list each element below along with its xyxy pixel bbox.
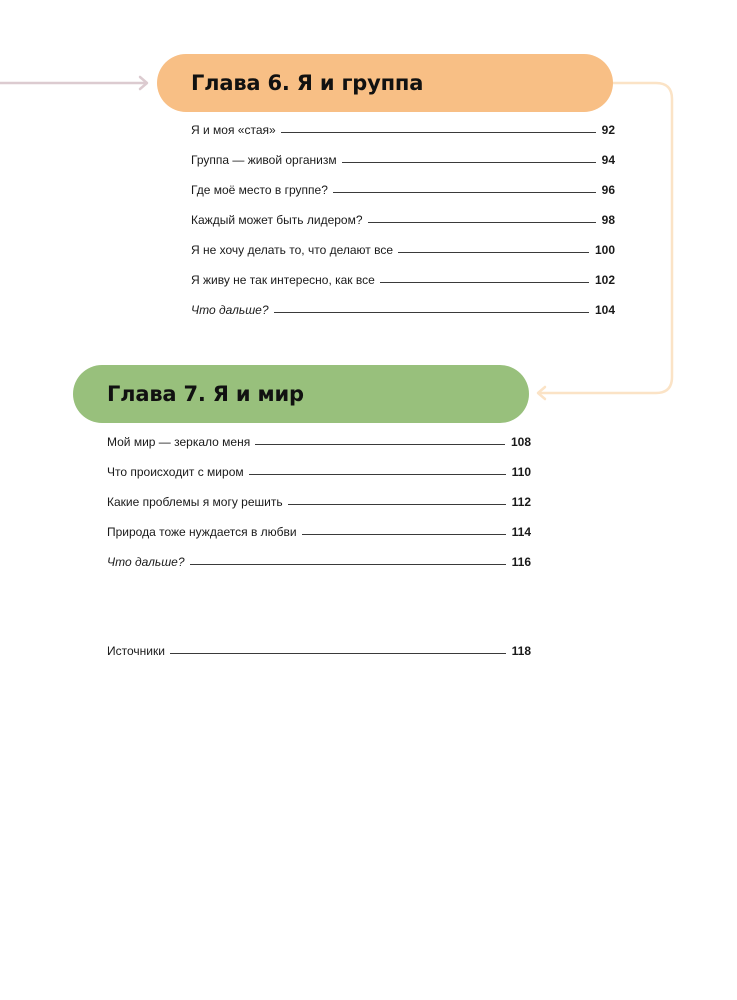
toc-entry[interactable] bbox=[191, 213, 615, 243]
entry-page-number: 92 bbox=[601, 123, 615, 137]
entry-title: Я и моя «стая» bbox=[191, 123, 276, 137]
entry-page-number: 102 bbox=[594, 273, 615, 287]
dot-leader bbox=[288, 504, 506, 505]
toc-entry[interactable] bbox=[107, 495, 531, 525]
chapter-6-title: Глава 6. Я и группа bbox=[191, 71, 424, 95]
entry-title: Группа — живой организм bbox=[191, 153, 337, 167]
entry-page-number: 110 bbox=[511, 465, 531, 479]
chapter-7-header bbox=[73, 365, 529, 423]
entry-title: Мой мир — зеркало меня bbox=[107, 435, 251, 449]
sources-toc bbox=[107, 644, 531, 674]
entry-title: Что дальше? bbox=[107, 555, 185, 569]
dot-leader bbox=[368, 222, 596, 223]
toc-entry[interactable] bbox=[191, 153, 615, 183]
toc-entry[interactable] bbox=[107, 435, 531, 465]
dot-leader bbox=[274, 312, 589, 313]
entry-page-number: 112 bbox=[511, 495, 531, 509]
incoming-arrowhead bbox=[140, 77, 147, 89]
entry-page-number: 118 bbox=[511, 644, 531, 658]
toc-entry[interactable] bbox=[191, 273, 615, 303]
dot-leader bbox=[342, 162, 596, 163]
flow-arrowhead bbox=[538, 387, 545, 399]
dot-leader bbox=[333, 192, 596, 193]
toc-entry[interactable] bbox=[107, 525, 531, 555]
entry-title: Природа тоже нуждается в любви bbox=[107, 525, 297, 539]
entry-page-number: 98 bbox=[601, 213, 615, 227]
toc-entry[interactable] bbox=[191, 303, 615, 333]
dot-leader bbox=[255, 444, 505, 445]
chapter-7-toc bbox=[107, 435, 531, 585]
toc-entry[interactable] bbox=[107, 465, 531, 495]
entry-title: Где моё место в группе? bbox=[191, 183, 328, 197]
entry-page-number: 108 bbox=[510, 435, 531, 449]
toc-entry[interactable] bbox=[191, 243, 615, 273]
chapter-7-title: Глава 7. Я и мир bbox=[107, 382, 304, 406]
dot-leader bbox=[249, 474, 506, 475]
dot-leader bbox=[190, 564, 506, 565]
dot-leader bbox=[170, 653, 506, 654]
dot-leader bbox=[380, 282, 589, 283]
dot-leader bbox=[302, 534, 506, 535]
toc-entry[interactable] bbox=[107, 555, 531, 585]
toc-entry-sources[interactable] bbox=[107, 644, 531, 674]
dot-leader bbox=[281, 132, 596, 133]
toc-entry[interactable] bbox=[191, 183, 615, 213]
entry-page-number: 94 bbox=[601, 153, 615, 167]
entry-page-number: 96 bbox=[601, 183, 615, 197]
entry-title: Какие проблемы я могу решить bbox=[107, 495, 283, 509]
chapter-6-header bbox=[157, 54, 613, 112]
entry-title: Я живу не так интересно, как все bbox=[191, 273, 375, 287]
entry-title: Что дальше? bbox=[191, 303, 269, 317]
entry-page-number: 100 bbox=[594, 243, 615, 257]
dot-leader bbox=[398, 252, 589, 253]
entry-title: Источники bbox=[107, 644, 165, 658]
chapter-6-toc bbox=[191, 123, 615, 333]
entry-title: Что происходит с миром bbox=[107, 465, 244, 479]
entry-page-number: 116 bbox=[511, 555, 531, 569]
entry-page-number: 104 bbox=[594, 303, 615, 317]
toc-entry[interactable] bbox=[191, 123, 615, 153]
entry-title: Каждый может быть лидером? bbox=[191, 213, 363, 227]
entry-page-number: 114 bbox=[511, 525, 531, 539]
entry-title: Я не хочу делать то, что делают все bbox=[191, 243, 394, 257]
